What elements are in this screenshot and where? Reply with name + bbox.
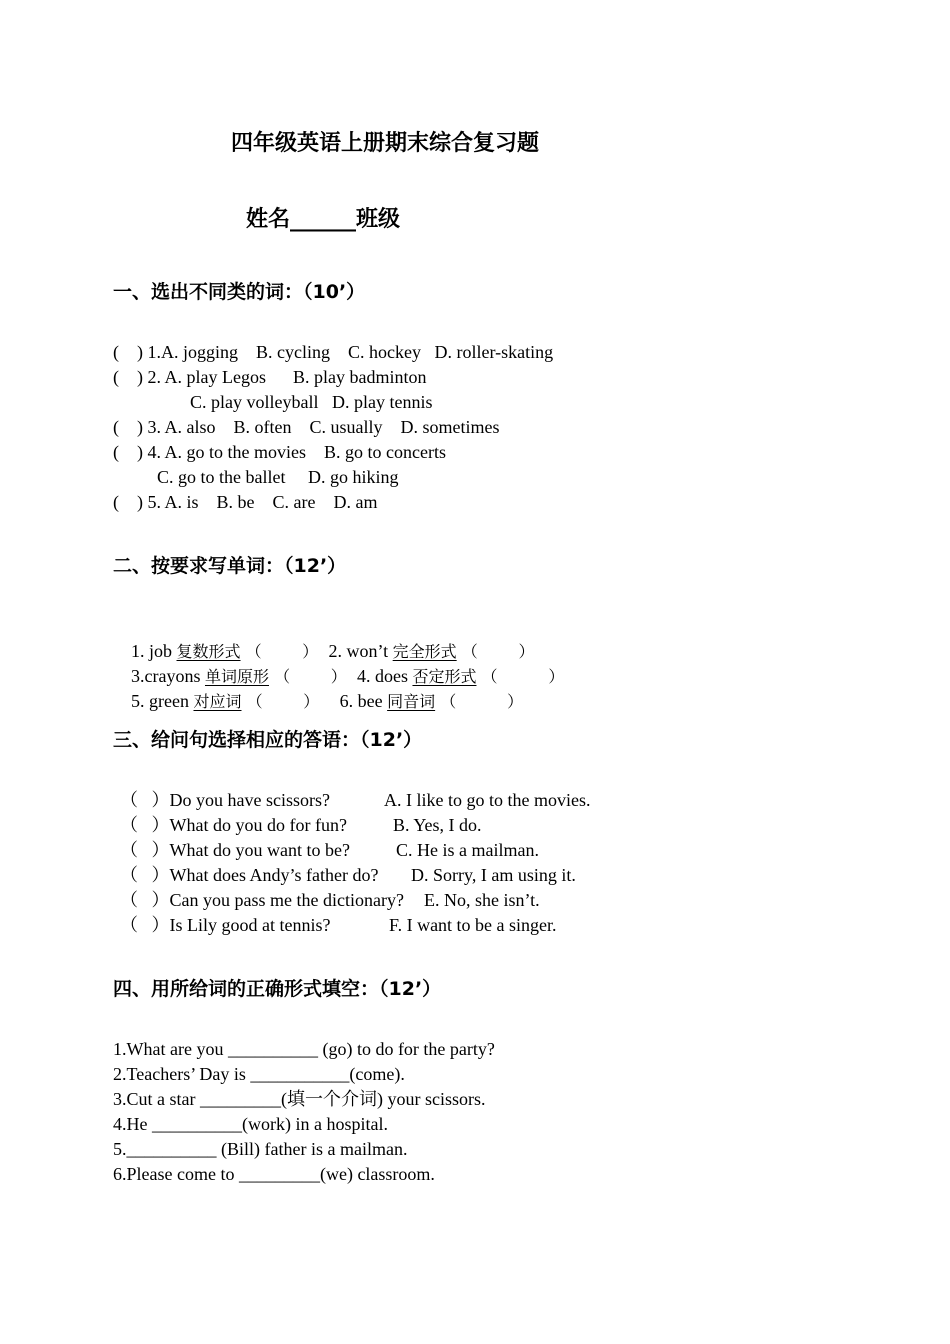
match-answer: A. I like to go to the movies. [384,790,591,810]
section1-line: ( ) 3. A. also B. often C. usually D. sometimes [113,417,500,437]
match-answer: D. Sorry, I am using it. [411,865,576,885]
item-word: 6. bee [339,691,388,711]
answer-blank: （ ） [476,667,565,686]
fill-in-line: 6.Please come to _________(we) classroom. [113,1164,435,1184]
match-answer: C. He is a mailman. [396,840,539,860]
match-question: （ ）Do you have scissors? [120,790,330,810]
section1-line: ( ) 1.A. jogging B. cycling C. hockey D. roller-skating [113,342,554,362]
item-requirement: 否定形式 [412,667,477,686]
item-word: 5. green [131,691,194,711]
fill-in-line: 1.What are you __________ (go) to do for the party? [113,1039,495,1059]
section1-heading: 一、选出不同类的词：（10’） [113,281,366,303]
section1-line: ( ) 4. A. go to the movies B. go to concerts [113,442,446,462]
item-word: 1. job [131,641,177,661]
answer-blank: （ ） [241,692,340,711]
section2-heading: 二、按要求写单词：（12’） [113,555,347,577]
section1-line: C. play volleyball D. play tennis [190,392,433,412]
answer-blank: （ ） [240,642,329,661]
word-item [340,691,523,711]
page-title: 四年级英语上册期末综合复习题 [231,131,540,156]
match-question: （ ）Is Lily good at tennis? [120,915,331,935]
section4-heading: 四、用所给词的正确形式填空：（12’） [113,978,442,1000]
item-requirement: 同音词 [387,692,436,711]
fill-in-line: 5.__________ (Bill) father is a mailman. [113,1139,408,1159]
match-question: （ ）What does Andy’s father do? [120,865,379,885]
match-answer: B. Yes, I do. [393,815,482,835]
match-question: （ ）Can you pass me the dictionary? [120,890,404,910]
item-word: 4. does [356,666,413,686]
match-question: （ ）What do you want to be? [120,840,350,860]
word-item [131,691,340,711]
item-requirement: 对应词 [193,692,242,711]
answer-blank: （ ） [269,667,357,686]
fill-in-line: 4.He __________(work) in a hospital. [113,1114,388,1134]
fill-in-line: 2.Teachers’ Day is ___________(come). [113,1064,405,1084]
section1-line: ( ) 5. A. is B. be C. are D. am [113,492,378,512]
answer-blank: （ ） [456,642,535,661]
answer-blank: （ ） [435,692,524,711]
item-word: 3.crayons [131,666,205,686]
section1-line: C. go to the ballet D. go hiking [157,467,399,487]
section3-heading: 三、给问句选择相应的答语：（12’） [113,729,423,751]
item-word: 2. won’t [328,641,393,661]
item-requirement: 完全形式 [392,642,457,661]
match-answer: E. No, she isn’t. [424,890,540,910]
match-question: （ ）What do you do for fun? [120,815,347,835]
name-class-line: 姓名______班级 [246,207,401,232]
item-requirement: 单词原形 [204,667,269,686]
match-answer: F. I want to be a singer. [389,915,557,935]
item-requirement: 复数形式 [176,642,241,661]
fill-in-line: 3.Cut a star _________(填一个介词) your scissors. [113,1089,486,1109]
section1-line: ( ) 2. A. play Legos B. play badminton [113,367,427,387]
